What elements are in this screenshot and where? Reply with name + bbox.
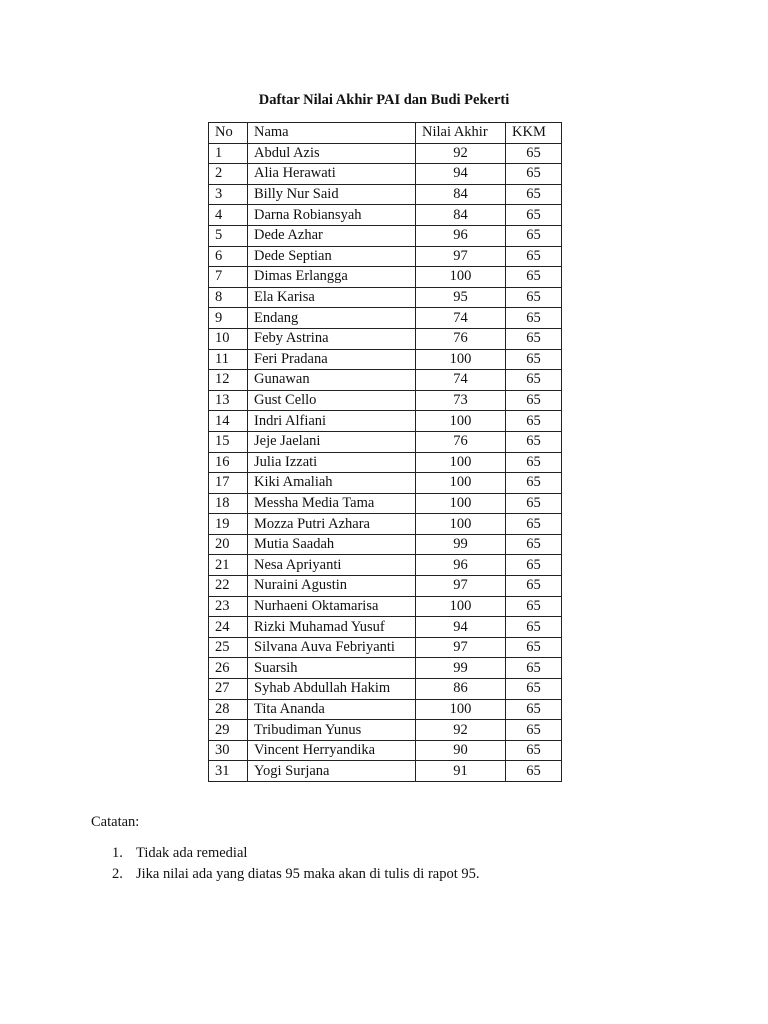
cell-name: Kiki Amaliah <box>248 473 416 494</box>
cell-final-score: 95 <box>416 287 506 308</box>
cell-final-score: 96 <box>416 555 506 576</box>
cell-final-score: 94 <box>416 617 506 638</box>
table-row <box>209 679 562 700</box>
cell-kkm: 65 <box>506 493 562 514</box>
cell-final-score: 96 <box>416 225 506 246</box>
cell-name: Tribudiman Yunus <box>248 720 416 741</box>
cell-final-score: 76 <box>416 431 506 452</box>
cell-final-score: 100 <box>416 493 506 514</box>
cell-kkm: 65 <box>506 184 562 205</box>
cell-name: Nesa Apriyanti <box>248 555 416 576</box>
cell-no: 12 <box>209 370 248 391</box>
cell-final-score: 100 <box>416 411 506 432</box>
cell-name: Jeje Jaelani <box>248 431 416 452</box>
cell-no: 5 <box>209 225 248 246</box>
cell-final-score: 84 <box>416 205 506 226</box>
cell-name: Syhab Abdullah Hakim <box>248 679 416 700</box>
cell-kkm: 65 <box>506 534 562 555</box>
header-no: No <box>209 123 248 144</box>
note-marker: 1. <box>112 845 123 861</box>
table-row <box>209 452 562 473</box>
table-row <box>209 287 562 308</box>
table-row <box>209 761 562 782</box>
cell-name: Gunawan <box>248 370 416 391</box>
table-row <box>209 370 562 391</box>
cell-final-score: 92 <box>416 143 506 164</box>
table-row <box>209 493 562 514</box>
cell-final-score: 100 <box>416 596 506 617</box>
table-body <box>209 143 562 781</box>
cell-final-score: 100 <box>416 452 506 473</box>
cell-name: Tita Ananda <box>248 699 416 720</box>
cell-final-score: 91 <box>416 761 506 782</box>
cell-name: Nurhaeni Oktamarisa <box>248 596 416 617</box>
cell-kkm: 65 <box>506 679 562 700</box>
cell-name: Darna Robiansyah <box>248 205 416 226</box>
cell-name: Silvana Auva Febriyanti <box>248 637 416 658</box>
cell-final-score: 97 <box>416 576 506 597</box>
cell-no: 22 <box>209 576 248 597</box>
cell-kkm: 65 <box>506 555 562 576</box>
cell-kkm: 65 <box>506 596 562 617</box>
cell-name: Indri Alfiani <box>248 411 416 432</box>
cell-no: 30 <box>209 740 248 761</box>
cell-final-score: 100 <box>416 473 506 494</box>
table-row <box>209 184 562 205</box>
cell-kkm: 65 <box>506 287 562 308</box>
note-item <box>112 843 479 864</box>
table-row <box>209 267 562 288</box>
table-row <box>209 205 562 226</box>
cell-name: Mutia Saadah <box>248 534 416 555</box>
cell-final-score: 100 <box>416 514 506 535</box>
table-row <box>209 349 562 370</box>
cell-no: 28 <box>209 699 248 720</box>
table-row <box>209 225 562 246</box>
cell-final-score: 94 <box>416 164 506 185</box>
table-row <box>209 555 562 576</box>
cell-final-score: 100 <box>416 267 506 288</box>
cell-name: Ela Karisa <box>248 287 416 308</box>
cell-name: Endang <box>248 308 416 329</box>
cell-no: 31 <box>209 761 248 782</box>
cell-no: 20 <box>209 534 248 555</box>
cell-no: 4 <box>209 205 248 226</box>
cell-no: 3 <box>209 184 248 205</box>
note-text: Tidak ada remedial <box>136 845 248 861</box>
cell-final-score: 74 <box>416 370 506 391</box>
cell-name: Feby Astrina <box>248 328 416 349</box>
cell-name: Billy Nur Said <box>248 184 416 205</box>
cell-kkm: 65 <box>506 246 562 267</box>
cell-no: 6 <box>209 246 248 267</box>
cell-no: 13 <box>209 390 248 411</box>
cell-no: 18 <box>209 493 248 514</box>
cell-name: Mozza Putri Azhara <box>248 514 416 535</box>
cell-kkm: 65 <box>506 617 562 638</box>
cell-no: 15 <box>209 431 248 452</box>
table-row <box>209 514 562 535</box>
cell-no: 16 <box>209 452 248 473</box>
table-row <box>209 328 562 349</box>
cell-final-score: 90 <box>416 740 506 761</box>
cell-final-score: 97 <box>416 637 506 658</box>
cell-name: Gust Cello <box>248 390 416 411</box>
cell-final-score: 100 <box>416 349 506 370</box>
cell-final-score: 74 <box>416 308 506 329</box>
cell-kkm: 65 <box>506 658 562 679</box>
cell-final-score: 99 <box>416 658 506 679</box>
table-row <box>209 617 562 638</box>
cell-name: Dede Azhar <box>248 225 416 246</box>
cell-name: Alia Herawati <box>248 164 416 185</box>
table-row <box>209 576 562 597</box>
cell-kkm: 65 <box>506 720 562 741</box>
cell-name: Yogi Surjana <box>248 761 416 782</box>
table-row <box>209 699 562 720</box>
cell-no: 19 <box>209 514 248 535</box>
cell-final-score: 76 <box>416 328 506 349</box>
cell-final-score: 100 <box>416 699 506 720</box>
cell-kkm: 65 <box>506 328 562 349</box>
cell-kkm: 65 <box>506 370 562 391</box>
cell-kkm: 65 <box>506 349 562 370</box>
cell-no: 1 <box>209 143 248 164</box>
table-row <box>209 431 562 452</box>
note-text: Jika nilai ada yang diatas 95 maka akan di tulis di rapot 95. <box>136 866 480 882</box>
grades-table <box>208 122 562 782</box>
cell-kkm: 65 <box>506 431 562 452</box>
cell-no: 26 <box>209 658 248 679</box>
table-row <box>209 143 562 164</box>
cell-name: Vincent Herryandika <box>248 740 416 761</box>
table-row <box>209 473 562 494</box>
cell-kkm: 65 <box>506 143 562 164</box>
cell-no: 21 <box>209 555 248 576</box>
cell-name: Suarsih <box>248 658 416 679</box>
cell-no: 11 <box>209 349 248 370</box>
cell-kkm: 65 <box>506 205 562 226</box>
cell-no: 24 <box>209 617 248 638</box>
cell-no: 27 <box>209 679 248 700</box>
cell-name: Julia Izzati <box>248 452 416 473</box>
cell-kkm: 65 <box>506 225 562 246</box>
cell-kkm: 65 <box>506 473 562 494</box>
cell-kkm: 65 <box>506 699 562 720</box>
note-item <box>112 864 479 885</box>
notes-label: Catatan: <box>91 814 140 830</box>
cell-name: Abdul Azis <box>248 143 416 164</box>
cell-kkm: 65 <box>506 452 562 473</box>
header-name: Nama <box>248 123 416 144</box>
cell-kkm: 65 <box>506 761 562 782</box>
cell-kkm: 65 <box>506 390 562 411</box>
cell-no: 9 <box>209 308 248 329</box>
cell-kkm: 65 <box>506 740 562 761</box>
cell-no: 8 <box>209 287 248 308</box>
table-row <box>209 164 562 185</box>
cell-name: Rizki Muhamad Yusuf <box>248 617 416 638</box>
cell-no: 29 <box>209 720 248 741</box>
cell-kkm: 65 <box>506 308 562 329</box>
table-header-row <box>209 123 562 144</box>
cell-no: 25 <box>209 637 248 658</box>
table-row <box>209 720 562 741</box>
cell-no: 17 <box>209 473 248 494</box>
cell-name: Feri Pradana <box>248 349 416 370</box>
document-title: Daftar Nilai Akhir PAI dan Budi Pekerti <box>258 92 510 108</box>
cell-final-score: 86 <box>416 679 506 700</box>
cell-no: 23 <box>209 596 248 617</box>
cell-name: Messha Media Tama <box>248 493 416 514</box>
table-row <box>209 637 562 658</box>
cell-no: 2 <box>209 164 248 185</box>
cell-kkm: 65 <box>506 514 562 535</box>
cell-kkm: 65 <box>506 576 562 597</box>
cell-name: Nuraini Agustin <box>248 576 416 597</box>
cell-no: 7 <box>209 267 248 288</box>
notes-list <box>112 843 479 885</box>
table-row <box>209 411 562 432</box>
table-row <box>209 246 562 267</box>
cell-kkm: 65 <box>506 637 562 658</box>
table-row <box>209 658 562 679</box>
cell-final-score: 92 <box>416 720 506 741</box>
cell-name: Dimas Erlangga <box>248 267 416 288</box>
table-row <box>209 390 562 411</box>
header-kkm: KKM <box>506 123 562 144</box>
cell-final-score: 84 <box>416 184 506 205</box>
table-row <box>209 534 562 555</box>
note-marker: 2. <box>112 866 123 882</box>
cell-name: Dede Septian <box>248 246 416 267</box>
cell-final-score: 99 <box>416 534 506 555</box>
cell-final-score: 73 <box>416 390 506 411</box>
cell-kkm: 65 <box>506 164 562 185</box>
header-final-score: Nilai Akhir <box>416 123 506 144</box>
table-row <box>209 308 562 329</box>
cell-no: 14 <box>209 411 248 432</box>
cell-final-score: 97 <box>416 246 506 267</box>
cell-kkm: 65 <box>506 267 562 288</box>
cell-kkm: 65 <box>506 411 562 432</box>
table-row <box>209 596 562 617</box>
table-row <box>209 740 562 761</box>
cell-no: 10 <box>209 328 248 349</box>
